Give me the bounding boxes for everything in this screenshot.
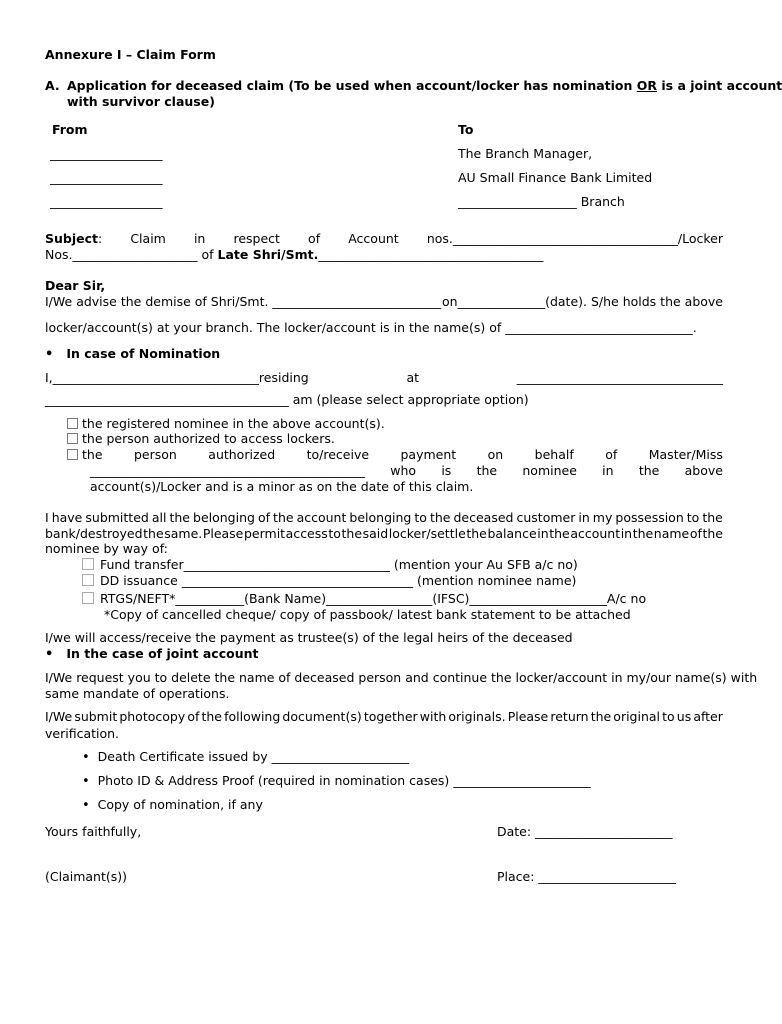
submitted-line-3: nominee by way of:	[45, 541, 168, 556]
joint-request-line-1: I/We request you to delete the name of deceased person and continue the locker/account in my/our name(s) with	[45, 670, 758, 685]
payment-rtgs-neft[interactable]: RTGS/NEFT*___________(Bank Name)_________________(IFSC)______________________A/c no	[82, 591, 646, 606]
demise-line-1[interactable]: I/We advise the demise of Shri/Smt. ___________________________ on______________(date). S/he holds the above	[45, 294, 723, 309]
option-registered-nominee[interactable]: the registered nominee in the above account(s).	[67, 416, 385, 431]
option-minor-behalf[interactable]: the person authorized to/receive payment on behalf of Master/Miss	[67, 447, 723, 462]
bullet-icon: •	[82, 750, 90, 765]
nomination-line-2[interactable]: _______________________________________ am (please select appropriate option)	[45, 392, 529, 407]
joint-account-heading: • In the case of joint account	[45, 646, 259, 662]
joint-submit-line-1: I/We submit photocopy of the following document(s) together with originals. Please return the original to us after	[45, 709, 723, 724]
from-line-3[interactable]: __________________	[50, 194, 163, 209]
checkbox-icon[interactable]	[67, 433, 78, 444]
form-title: Annexure I – Claim Form	[45, 47, 216, 62]
from-label: From	[52, 122, 88, 137]
submitted-line-2: bank/destroyed the same. Please permit access to the said locker/settle the balance in the account in the name of the	[45, 526, 723, 541]
checkbox-icon[interactable]	[82, 574, 94, 586]
option-minor-line-3: account(s)/Locker and is a minor as on the date of this claim.	[90, 479, 474, 494]
joint-submit-line-2: verification.	[45, 726, 120, 741]
checkbox-icon[interactable]	[82, 558, 94, 570]
submitted-line-1: I have submitted all the belonging of the account belonging to the deceased customer in my possession to the	[45, 510, 723, 525]
section-a-heading-line1: Application for deceased claim (To be used when account/locker has nomination OR is a joint account	[67, 78, 782, 93]
joint-request-line-2: same mandate of operations.	[45, 686, 230, 701]
option-locker-access[interactable]: the person authorized to access lockers.	[67, 431, 335, 446]
copy-note: *Copy of cancelled cheque/ copy of passbook/ latest bank statement to be attached	[104, 607, 631, 622]
bullet-icon: •	[82, 774, 90, 789]
claimant-label: (Claimant(s))	[45, 869, 128, 884]
demise-line-2[interactable]: locker/account(s) at your branch. The locker/account is in the name(s) of ______________________________.	[45, 320, 697, 335]
bullet-icon: •	[82, 798, 90, 813]
nomination-line-1[interactable]: I,_________________________________residing at _________________________________	[45, 370, 723, 385]
to-line-2: AU Small Finance Bank Limited	[458, 170, 653, 185]
to-branch-line[interactable]: ___________________ Branch	[458, 194, 625, 209]
from-line-1[interactable]: __________________	[50, 146, 163, 161]
trustee-statement: I/we will access/receive the payment as trustee(s) of the legal heirs of the deceased	[45, 630, 573, 645]
document-death-certificate[interactable]: • Death Certificate issued by ______________________	[82, 749, 410, 765]
place-field[interactable]: Place: ______________________	[497, 869, 676, 884]
to-line-1: The Branch Manager,	[458, 146, 593, 161]
checkbox-icon[interactable]	[67, 418, 78, 429]
from-line-2[interactable]: __________________	[50, 170, 163, 185]
subject-line-1: Subject: Claim in respect of Account nos.____________________________________/Locker	[45, 231, 723, 246]
payment-fund-transfer[interactable]: Fund transfer_________________________________ (mention your Au SFB a/c no)	[82, 557, 578, 572]
salutation: Dear Sir,	[45, 278, 106, 293]
document-photo-id[interactable]: • Photo ID & Address Proof (required in nomination cases) ______________________	[82, 773, 591, 789]
subject-label: Subject	[45, 231, 98, 246]
bullet-icon: •	[45, 647, 54, 662]
or-word: OR	[636, 78, 658, 93]
to-label: To	[458, 122, 474, 137]
section-a-heading-line2: with survivor clause)	[67, 94, 215, 109]
yours-faithfully: Yours faithfully,	[45, 824, 142, 839]
nomination-heading: • In case of Nomination	[45, 346, 221, 362]
checkbox-icon[interactable]	[82, 592, 94, 604]
date-field[interactable]: Date: ______________________	[497, 824, 673, 839]
section-a-label: A.	[45, 78, 60, 93]
payment-dd-issuance[interactable]: DD issuance _____________________________________ (mention nominee name)	[82, 573, 576, 588]
checkbox-icon[interactable]	[67, 449, 78, 460]
document-nomination-copy: • Copy of nomination, if any	[82, 797, 263, 813]
bullet-icon: •	[45, 347, 54, 362]
option-minor-line-2[interactable]: ____________________________________________ who is the nominee in the above	[90, 463, 723, 478]
subject-line-2[interactable]: Nos.____________________ of Late Shri/Smt.____________________________________	[45, 247, 544, 262]
